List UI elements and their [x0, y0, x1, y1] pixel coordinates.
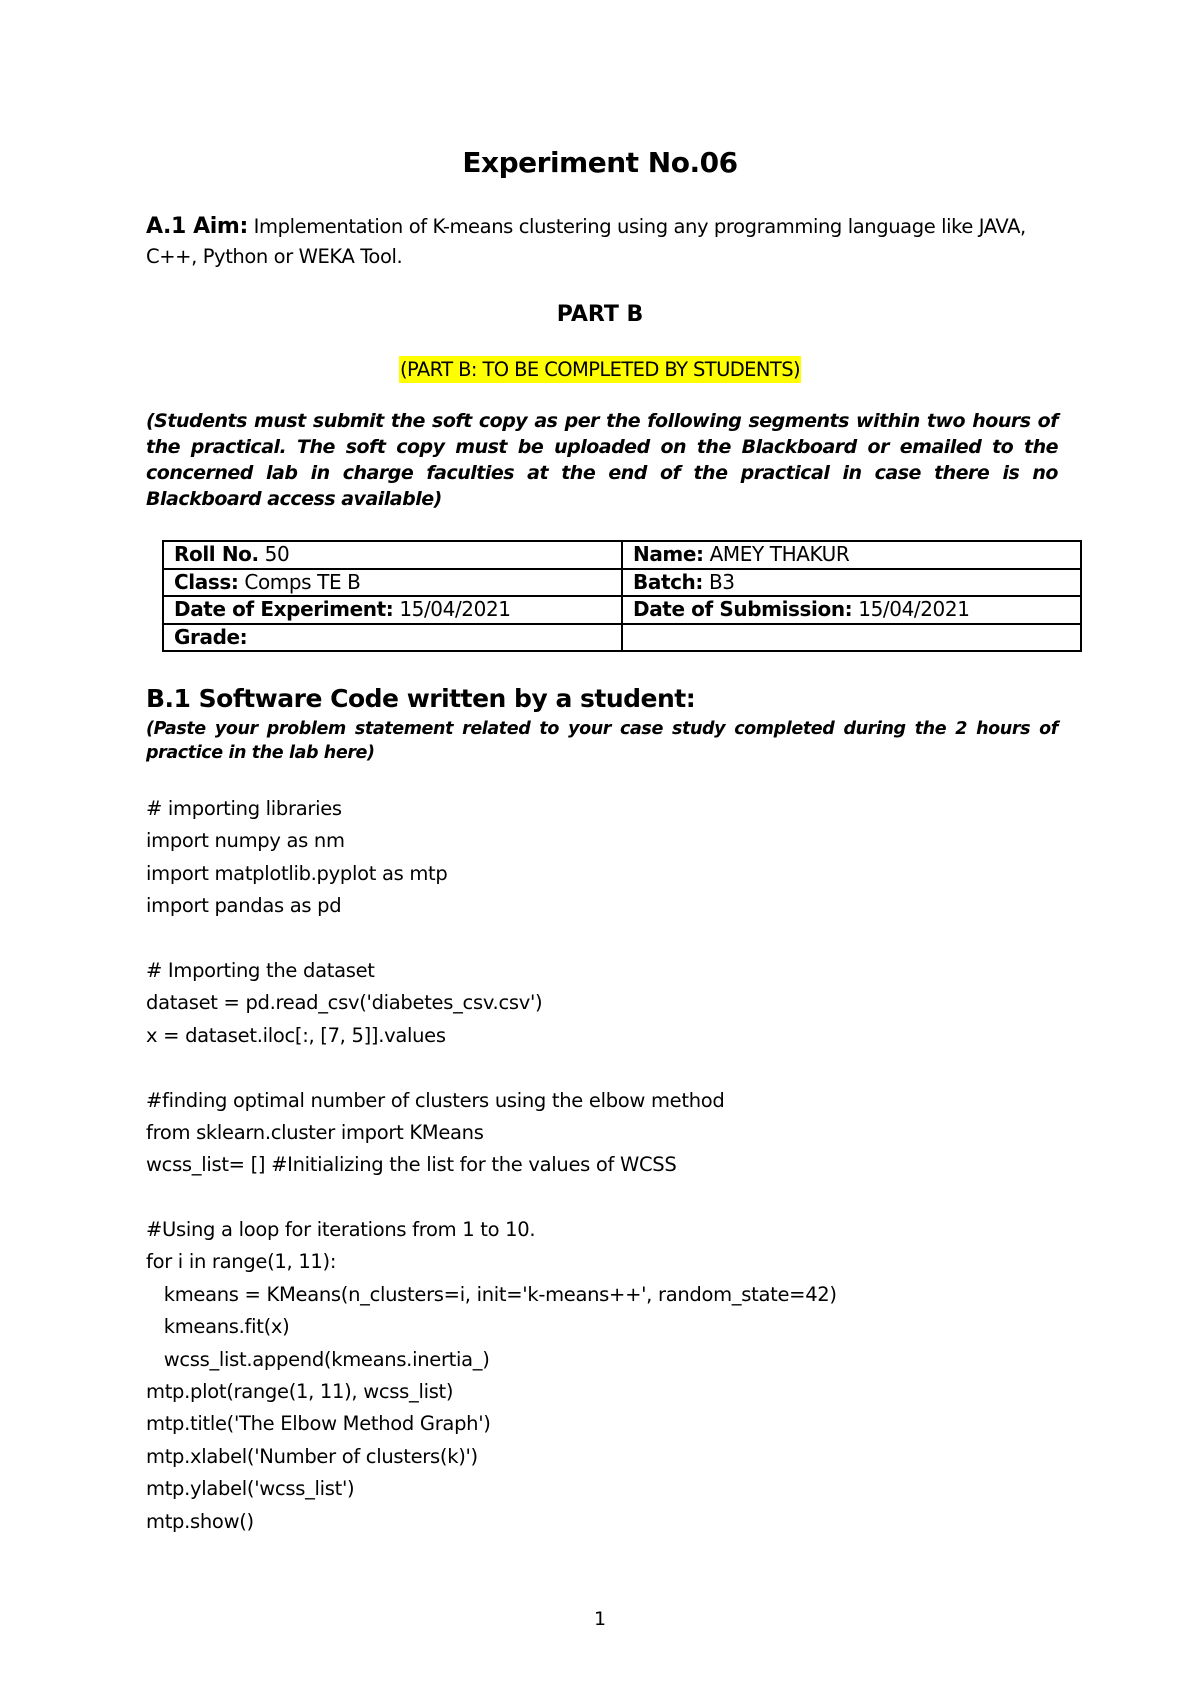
- code-line: #Using a loop for iterations from 1 to 10.: [146, 1218, 536, 1242]
- experiment-date-value: 15/04/2021: [393, 597, 511, 622]
- aim-text: Implementation of K-means clustering using any programming language like JAVA, C++, Python or WEKA Tool.: [146, 215, 1026, 268]
- part-highlight-line: [0, 358, 1200, 381]
- code-line: x = dataset.iloc[:, [7, 5]].values: [146, 1023, 446, 1047]
- code-line: wcss_list= [] #Initializing the list for the values of WCSS: [146, 1153, 677, 1177]
- class-value: Comps TE B: [238, 569, 361, 594]
- part-highlight: (PART B: TO BE COMPLETED BY STUDENTS): [400, 358, 800, 381]
- code-line: # importing libraries: [146, 797, 342, 820]
- code-line: mtp.plot(range(1, 11), wcss_list): [146, 1380, 454, 1404]
- part-heading: PART B: [556, 302, 644, 327]
- student-info-table: [162, 540, 1082, 652]
- aim-label: A.1 Aim:: [146, 214, 248, 239]
- roll-cell: [163, 541, 622, 569]
- name-cell: [622, 541, 1081, 569]
- section-b1-heading: B.1 Software Code written by a student:: [146, 684, 696, 713]
- batch-cell: [622, 569, 1081, 597]
- grade-label: Grade:: [174, 624, 248, 649]
- submission-date-cell: [622, 596, 1081, 624]
- grade-value-cell: [622, 624, 1081, 652]
- code-line: dataset = pd.read_csv('diabetes_csv.csv'): [146, 991, 543, 1015]
- section-b1-note: (Paste your problem statement related to your case study completed during the 2 hours of practice in the lab here): [146, 719, 1058, 763]
- code-line: mtp.title('The Elbow Method Graph'): [146, 1412, 491, 1436]
- code-line: # Importing the dataset: [146, 958, 375, 982]
- submission-date-value: 15/04/2021: [852, 597, 970, 622]
- roll-value: 50: [258, 542, 290, 567]
- code-line: from sklearn.cluster import KMeans: [146, 1120, 484, 1144]
- code-line: mtp.ylabel('wcss_list'): [146, 1477, 355, 1501]
- code-line: import numpy as nm: [146, 829, 345, 853]
- code-line: kmeans = KMeans(n_clusters=i, init='k-means++', random_state=42): [146, 1282, 837, 1306]
- table-row: [163, 541, 1081, 569]
- table-row: [163, 596, 1081, 624]
- code-line: for i in range(1, 11):: [146, 1250, 337, 1274]
- aim-paragraph: [146, 212, 1061, 272]
- code-line: [146, 923, 837, 955]
- submission-date-label: Date of Submission:: [633, 597, 853, 622]
- code-line: [146, 1182, 837, 1214]
- code-line: mtp.xlabel('Number of clusters(k)'): [146, 1444, 478, 1468]
- code-block: [146, 793, 837, 1538]
- table-row: [163, 569, 1081, 597]
- instructions: (Students must submit the soft copy as per the following segments within two hours of the practical. The soft copy must be uploaded on the Blackboard or emailed to the concerned lab in charge faculties at the end of the practical in case there is no Blackboard access available): [146, 410, 1058, 510]
- class-label: Class:: [174, 569, 239, 594]
- grade-cell: [163, 624, 622, 652]
- code-line: #finding optimal number of clusters using the elbow method: [146, 1088, 725, 1112]
- class-cell: [163, 569, 622, 597]
- page-number: 1: [593, 1608, 607, 1630]
- document-title: Experiment No.06: [462, 146, 738, 179]
- batch-label: Batch:: [633, 569, 703, 594]
- experiment-date-label: Date of Experiment:: [174, 597, 394, 622]
- experiment-date-cell: [163, 596, 622, 624]
- table-row: [163, 624, 1081, 652]
- roll-label: Roll No.: [174, 542, 259, 567]
- code-line: wcss_list.append(kmeans.inertia_): [146, 1347, 490, 1371]
- name-value: AMEY THAKUR: [703, 542, 850, 567]
- batch-value: B3: [703, 569, 735, 594]
- code-line: import pandas as pd: [146, 894, 342, 918]
- code-line: mtp.show(): [146, 1509, 254, 1533]
- code-line: import matplotlib.pyplot as mtp: [146, 861, 448, 885]
- code-line: kmeans.fit(x): [146, 1315, 290, 1339]
- code-line: [146, 1052, 837, 1084]
- name-label: Name:: [633, 542, 704, 567]
